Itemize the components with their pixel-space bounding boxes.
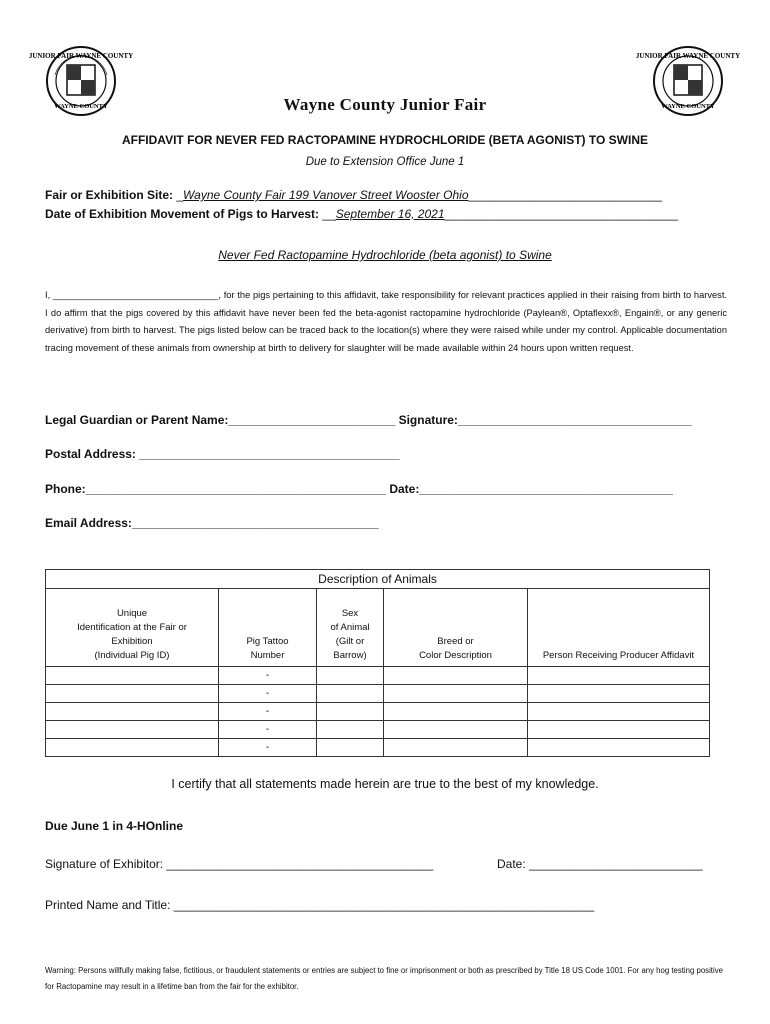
table-cell[interactable]: -: [219, 739, 317, 757]
table-cell[interactable]: -: [219, 721, 317, 739]
table-cell[interactable]: [384, 703, 528, 721]
svg-text:WAYNE COUNTY: WAYNE COUNTY: [661, 103, 715, 110]
exhibition-site-value[interactable]: Wayne County Fair 199 Vanover Street Wooster Ohio: [183, 188, 469, 202]
signature-field[interactable]: ___________________________________: [457, 413, 692, 427]
due-online-note: Due June 1 in 4-HOnline: [45, 819, 184, 833]
exhibitor-date-row: [497, 857, 703, 871]
logo-left-text: JUNIOR FAIR WAYNE COUNTY: [28, 52, 134, 60]
exhibitor-date-field[interactable]: __________________________: [529, 857, 703, 871]
table-cell[interactable]: [528, 721, 710, 739]
printed-name-row: [45, 898, 594, 912]
phone-label: Phone:: [45, 482, 86, 496]
exhibitor-date-label: Date:: [497, 857, 530, 871]
exhibitor-signature-field[interactable]: ________________________________________: [166, 857, 434, 871]
svg-text:WAYNE COUNTY: WAYNE COUNTY: [54, 103, 108, 110]
table-cell[interactable]: [317, 739, 384, 757]
statement-name-blank[interactable]: I, ________________________________,: [45, 290, 224, 300]
statement-body: for the pigs pertaining to this affidavit, take responsibility for relevant practices applied in their raising from birth to harvest. I do affirm that the pigs covered by this affidavit have never been fed the beta-agonist ractopamine hydrochloride (Paylean®, Optaflexx®, Engain®, or any generic derivative) from birth to harvest. The pigs listed below can be traced back to the location(s) where they were raised while under my control. Applicable documentation tracing movement of these animals from ownership at birth to delivery for slaughter will be made available within 24 hours upon written request.: [45, 290, 727, 353]
signature-label: Signature:: [398, 413, 458, 427]
due-note: Due to Extension Office June 1: [305, 156, 465, 168]
table-cell[interactable]: [384, 667, 528, 685]
table-cell[interactable]: -: [219, 685, 317, 703]
postal-field[interactable]: _______________________________________: [139, 447, 400, 461]
table-cell[interactable]: [46, 685, 219, 703]
fair-title: Wayne County Junior Fair: [283, 95, 487, 114]
email-row: [45, 516, 379, 530]
table-cell[interactable]: [384, 685, 528, 703]
table-cell[interactable]: [317, 667, 384, 685]
column-header: Sex of Animal (Gilt or Barrow): [317, 589, 384, 667]
movement-date-value[interactable]: September 16, 2021: [335, 207, 445, 221]
date-field[interactable]: ______________________________________: [419, 482, 673, 496]
affidavit-statement: [45, 287, 727, 357]
animals-table: [45, 569, 710, 757]
phone-row: [45, 482, 673, 496]
guardian-field[interactable]: _________________________: [228, 413, 396, 427]
certification-statement: I certify that all statements made herein are true to the best of my knowledge.: [171, 777, 599, 791]
table-row: [46, 703, 710, 721]
table-cell[interactable]: [317, 685, 384, 703]
printed-name-label: Printed Name and Title:: [45, 898, 174, 912]
column-header: Pig Tattoo Number: [219, 589, 317, 667]
guardian-label: Legal Guardian or Parent Name:: [45, 413, 229, 427]
exhibition-site-label: Fair or Exhibition Site: [45, 188, 170, 202]
table-cell[interactable]: [528, 703, 710, 721]
movement-date-line: Date of Exhibition Movement of Pigs to Harvest: __September 16, 2021___________________________________: [45, 207, 679, 221]
table-cell[interactable]: [46, 739, 219, 757]
table-row: [46, 721, 710, 739]
affidavit-subheading: Never Fed Ractopamine Hydrochloride (beta agonist) to Swine: [218, 248, 552, 262]
exhibition-site-line: Fair or Exhibition Site: _Wayne County Fair 199 Vanover Street Wooster Ohio_____________________________: [45, 188, 663, 202]
postal-label: Postal Address:: [45, 447, 136, 461]
column-header: Unique Identification at the Fair or Exhibition (Individual Pig ID): [46, 589, 219, 667]
column-header: Breed or Color Description: [384, 589, 528, 667]
table-cell[interactable]: [317, 721, 384, 739]
table-row: [46, 739, 710, 757]
table-cell[interactable]: -: [219, 703, 317, 721]
postal-row: [45, 447, 400, 461]
table-cell[interactable]: [46, 667, 219, 685]
logo-right-text: JUNIOR FAIR WAYNE COUNTY: [635, 52, 741, 60]
table-cell[interactable]: [46, 721, 219, 739]
column-header: Person Receiving Producer Affidavit: [528, 589, 710, 667]
table-row: [46, 685, 710, 703]
guardian-row: [45, 413, 692, 427]
table-cell[interactable]: [46, 703, 219, 721]
exhibitor-signature-label: Signature of Exhibitor:: [45, 857, 167, 871]
table-cell[interactable]: [528, 685, 710, 703]
table-cell[interactable]: -: [219, 667, 317, 685]
date-label: Date:: [389, 482, 420, 496]
form-title: AFFIDAVIT FOR NEVER FED RACTOPAMINE HYDROCHLORIDE (BETA AGONIST) TO SWINE: [121, 133, 648, 147]
legal-warning: Warning: Persons willfully making false, fictitious, or fraudulent statements or entries are subject to fine or imprisonment or both as prescribed by Title 18 US Code 1001. For any hog testing positive for Ractopamine may result in a lifetime ban from the fair for the exhibitor.: [45, 966, 723, 991]
movement-date-label: Date of Exhibition Movement of Pigs to Harvest: [45, 207, 316, 221]
table-cell[interactable]: [384, 739, 528, 757]
printed-name-field[interactable]: _______________________________________________________________: [173, 898, 595, 912]
email-field[interactable]: _____________________________________: [131, 516, 379, 530]
animals-table-caption: Description of Animals: [46, 570, 710, 589]
table-cell[interactable]: [528, 739, 710, 757]
exhibitor-signature-row: [45, 857, 433, 871]
table-row: [46, 667, 710, 685]
phone-field[interactable]: _____________________________________________: [85, 482, 386, 496]
table-cell[interactable]: [317, 703, 384, 721]
email-label: Email Address:: [45, 516, 132, 530]
table-cell[interactable]: [384, 721, 528, 739]
table-cell[interactable]: [528, 667, 710, 685]
